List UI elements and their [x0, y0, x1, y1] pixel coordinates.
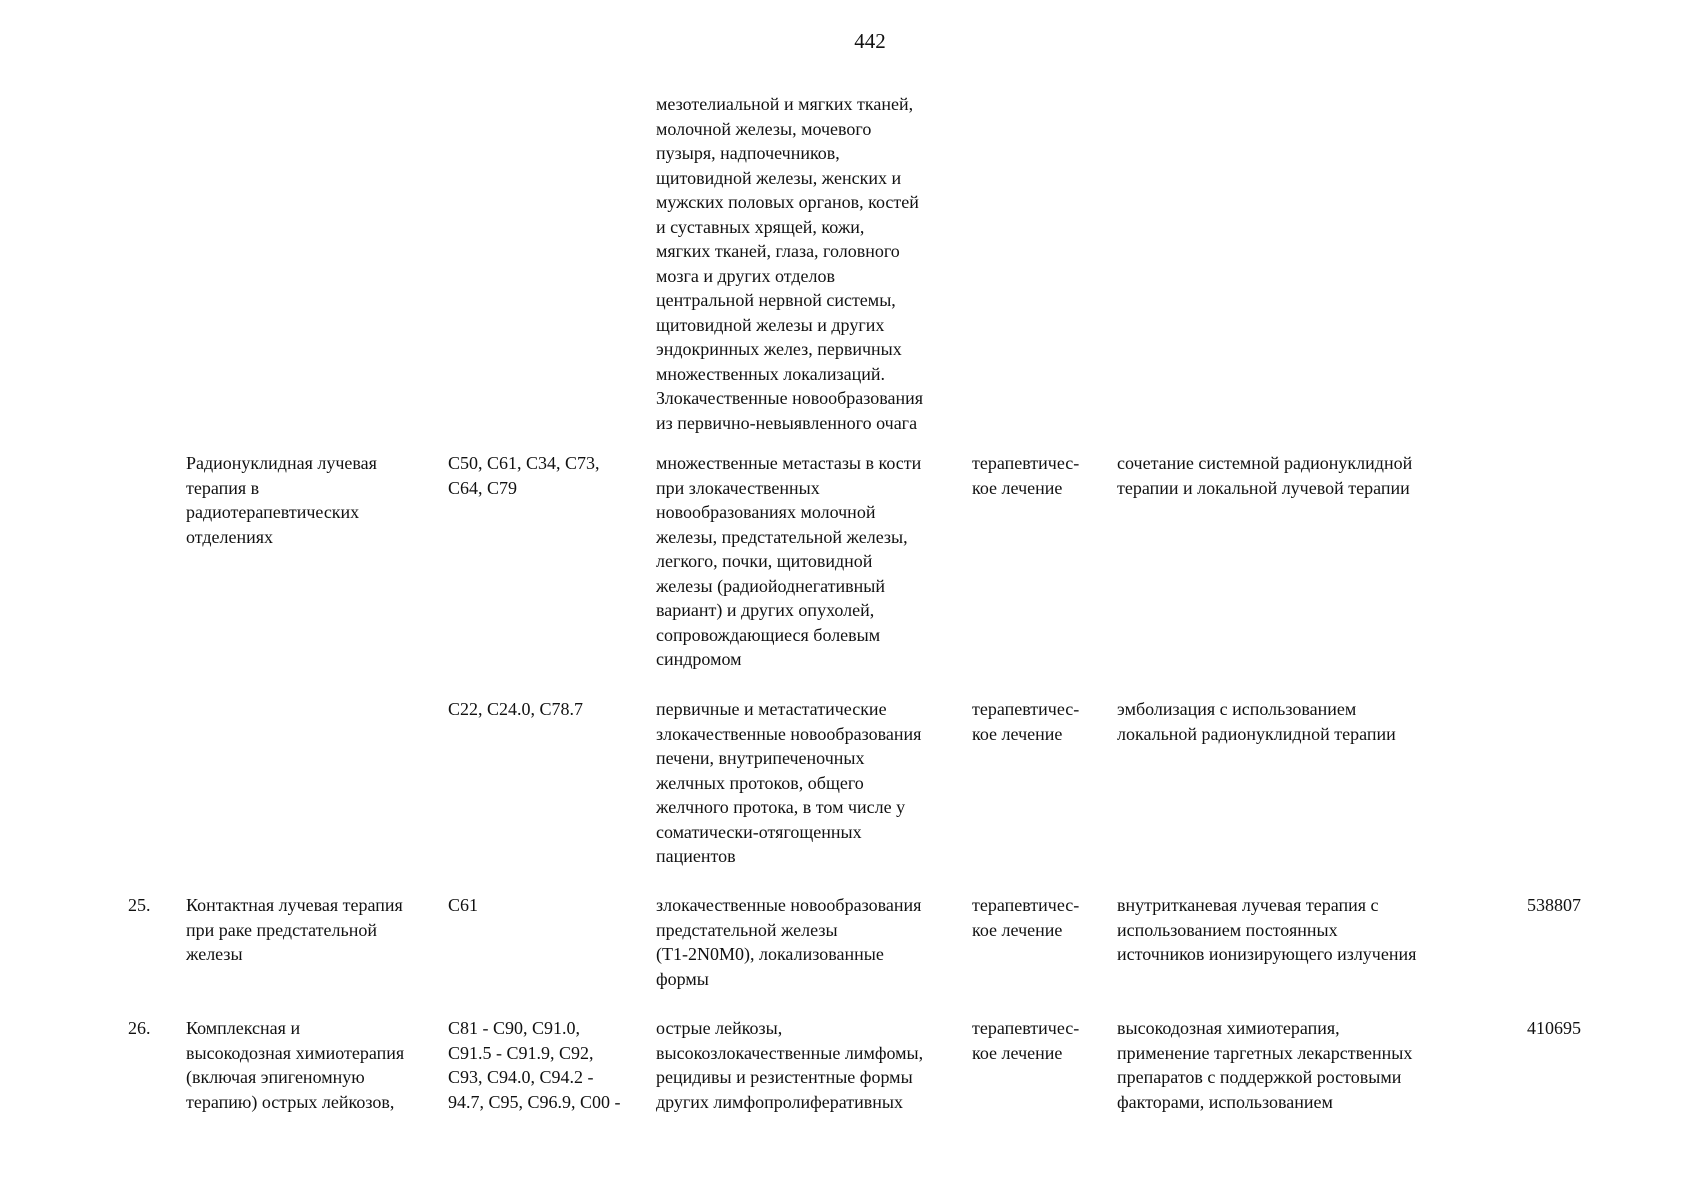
page-number: 442: [854, 29, 886, 53]
icd-codes-cell: C22, C24.0, C78.7: [448, 699, 584, 719]
patient-model-cell: злокачественные новообразования предстательной железы (T1-2N0M0), локализованные формы: [656, 895, 922, 989]
treatment-method-cell: внутритканевая лучевая терапия с использованием постоянных источников ионизирующего излучения: [1117, 895, 1417, 964]
treatment-method-cell: эмболизация с использованием локальной радионуклидной терапии: [1117, 699, 1396, 744]
treatment-type-cell: терапевтичес- кое лечение: [972, 895, 1080, 940]
continued-model-cell: мезотелиальной и мягких тканей, молочной железы, мочевого пузыря, надпочечников, щитовидной железы, женских и мужских половых органов, костей и суставных хрящей, кожи, мягких тканей, глаза, головного мозга и других отделов центральной нервной системы, щитовидной железы и других эндокринных желез, первичных множественных локализаций. Злокачественные новообразования из первично-невыявленного очага: [656, 94, 924, 433]
care-type-cell: Контактная лучевая терапия при раке предстательной железы: [186, 895, 403, 964]
icd-codes-cell: C50, C61, C34, C73, C64, C79: [448, 453, 600, 498]
treatment-type-cell: терапевтичес- кое лечение: [972, 1018, 1080, 1063]
care-type-cell: Радионуклидная лучевая терапия в радиотерапевтических отделениях: [186, 453, 377, 547]
patient-model-cell: первичные и метастатические злокачественные новообразования печени, внутрипеченочных желчных протоков, общего желчного протока, в том числе у соматически-отягощенных пациентов: [656, 699, 922, 866]
treatment-type-cell: терапевтичес- кое лечение: [972, 699, 1080, 744]
icd-codes-cell: C81 - C90, C91.0, C91.5 - C91.9, C92, C93, C94.0, C94.2 - 94.7, C95, C96.9, C00 -: [448, 1018, 621, 1112]
care-type-cell: Комплексная и высокодозная химиотерапия (включая эпигеномную терапию) острых лейкозов,: [186, 1018, 405, 1112]
price-cell: 410695: [1527, 1018, 1581, 1038]
treatment-method-cell: высокодозная химиотерапия, применение таргетных лекарственных препаратов с поддержкой ростовыми факторами, использованием: [1117, 1018, 1413, 1112]
row-number-cell: 25.: [128, 895, 151, 915]
treatment-method-cell: сочетание системной радионуклидной терапии и локальной лучевой терапии: [1117, 453, 1413, 498]
treatment-type-cell: терапевтичес- кое лечение: [972, 453, 1080, 498]
price-cell: 538807: [1527, 895, 1581, 915]
patient-model-cell: множественные метастазы в кости при злокачественных новообразованиях молочной железы, предстательной железы, легкого, почки, щитовидной железы (радиойоднегативный вариант) и других опухолей, сопровождающиеся болевым синдромом: [656, 453, 922, 669]
row-number-cell: 26.: [128, 1018, 151, 1038]
patient-model-cell: острые лейкозы, высокозлокачественные лимфомы, рецидивы и резистентные формы других лимфопролиферативных: [656, 1018, 924, 1112]
icd-codes-cell: C61: [448, 895, 479, 915]
